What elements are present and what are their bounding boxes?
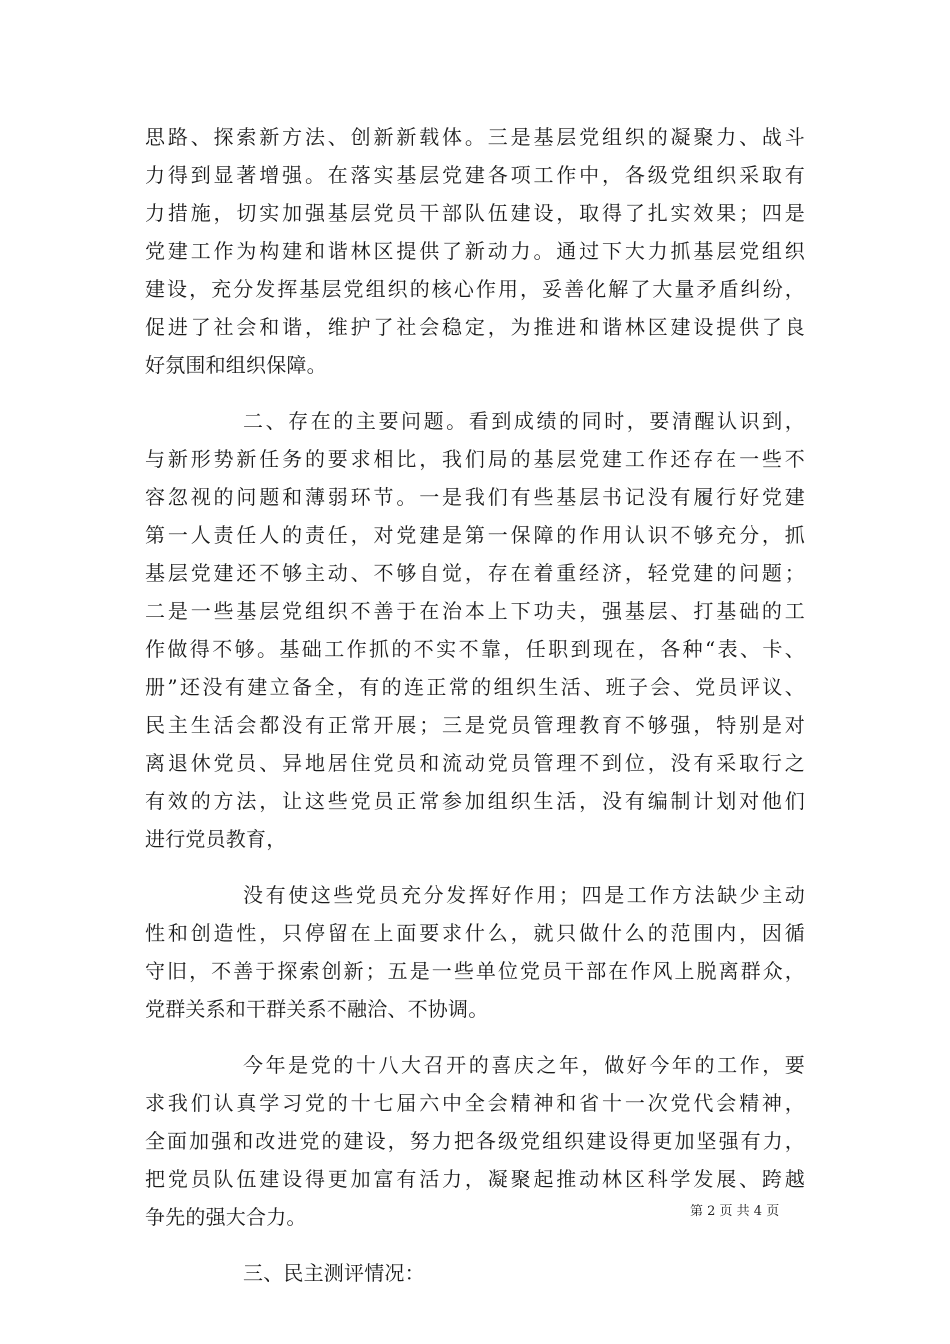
text-line: 二、存在的主要问题。看到成绩的同时，要清醒认识到， <box>243 409 805 433</box>
paragraph-gap <box>145 1028 805 1046</box>
text-line: 力措施，切实加强基层党员干部队伍建设，取得了扎实效果；四是 <box>145 201 805 225</box>
page-number: 第 2 页 共 4 页 <box>690 1204 780 1219</box>
paragraph-1 <box>145 118 805 384</box>
text-line: 第一人责任人的责任，对党建是第一保障的作用认识不够充分，抓 <box>145 523 805 547</box>
text-line: 没有使这些党员充分发挥好作用；四是工作方法缺少主动 <box>243 883 805 907</box>
text-line: 促进了社会和谐，维护了社会稳定，为推进和谐林区建设提供了良 <box>145 315 805 339</box>
text-line: 党建工作为构建和谐林区提供了新动力。通过下大力抓基层党组织 <box>145 239 805 263</box>
section-heading: 三、民主测评情况： <box>243 1261 425 1285</box>
text-line: 思路、探索新方法、创新新载体。三是基层党组织的凝聚力、战斗 <box>145 125 805 149</box>
text-line: 容忽视的问题和薄弱环节。一是我们有些基层书记没有履行好党建 <box>145 485 805 509</box>
text-line: 建设，充分发挥基层党组织的核心作用，妥善化解了大量矛盾纠纷， <box>145 277 805 301</box>
paragraph-gap <box>145 858 805 876</box>
paragraph-5 <box>145 1254 805 1292</box>
text-line: 守旧，不善于探索创新；五是一些单位党员干部在作风上脱离群众， <box>145 959 805 983</box>
text-line: 全面加强和改进党的建设，努力把各级党组织建设得更加坚强有力， <box>145 1129 805 1153</box>
text-line: 争先的强大合力。 <box>145 1205 307 1229</box>
paragraph-3 <box>145 876 805 1028</box>
text-line: 进行党员教育， <box>145 827 287 851</box>
text-line: 党群关系和干群关系不融洽、不协调。 <box>145 997 489 1021</box>
text-line: 作做得不够。基础工作抓的不实不靠，任职到现在，各种“表、卡、 <box>145 637 805 661</box>
text-line: 有效的方法，让这些党员正常参加组织生活，没有编制计划对他们 <box>145 789 805 813</box>
text-line: 离退休党员、异地居住党员和流动党员管理不到位，没有采取行之 <box>145 751 805 775</box>
text-line: 基层党建还不够主动、不够自觉，存在着重经济，轻党建的问题； <box>145 561 805 585</box>
text-line: 二是一些基层党组织不善于在治本上下功夫，强基层、打基础的工 <box>145 599 805 623</box>
text-line: 册”还没有建立备全，有的连正常的组织生活、班子会、党员评议、 <box>145 675 805 699</box>
text-line: 今年是党的十八大召开的喜庆之年，做好今年的工作，要 <box>243 1053 805 1077</box>
text-line: 力得到显著增强。在落实基层党建各项工作中，各级党组织采取有 <box>145 163 805 187</box>
paragraph-gap <box>145 384 805 402</box>
text-line: 性和创造性，只停留在上面要求什么，就只做什么的范围内，因循 <box>145 921 805 945</box>
text-line: 好氛围和组织保障。 <box>145 353 327 377</box>
document-body <box>145 118 805 1292</box>
text-line: 把党员队伍建设得更加富有活力，凝聚起推动林区科学发展、跨越 <box>145 1167 805 1191</box>
paragraph-2 <box>145 402 805 858</box>
text-line: 求我们认真学习党的十七届六中全会精神和省十一次党代会精神， <box>145 1091 805 1115</box>
text-line: 民主生活会都没有正常开展；三是党员管理教育不够强，特别是对 <box>145 713 805 737</box>
text-line: 与新形势新任务的要求相比，我们局的基层党建工作还存在一些不 <box>145 447 805 471</box>
paragraph-gap <box>145 1236 805 1254</box>
